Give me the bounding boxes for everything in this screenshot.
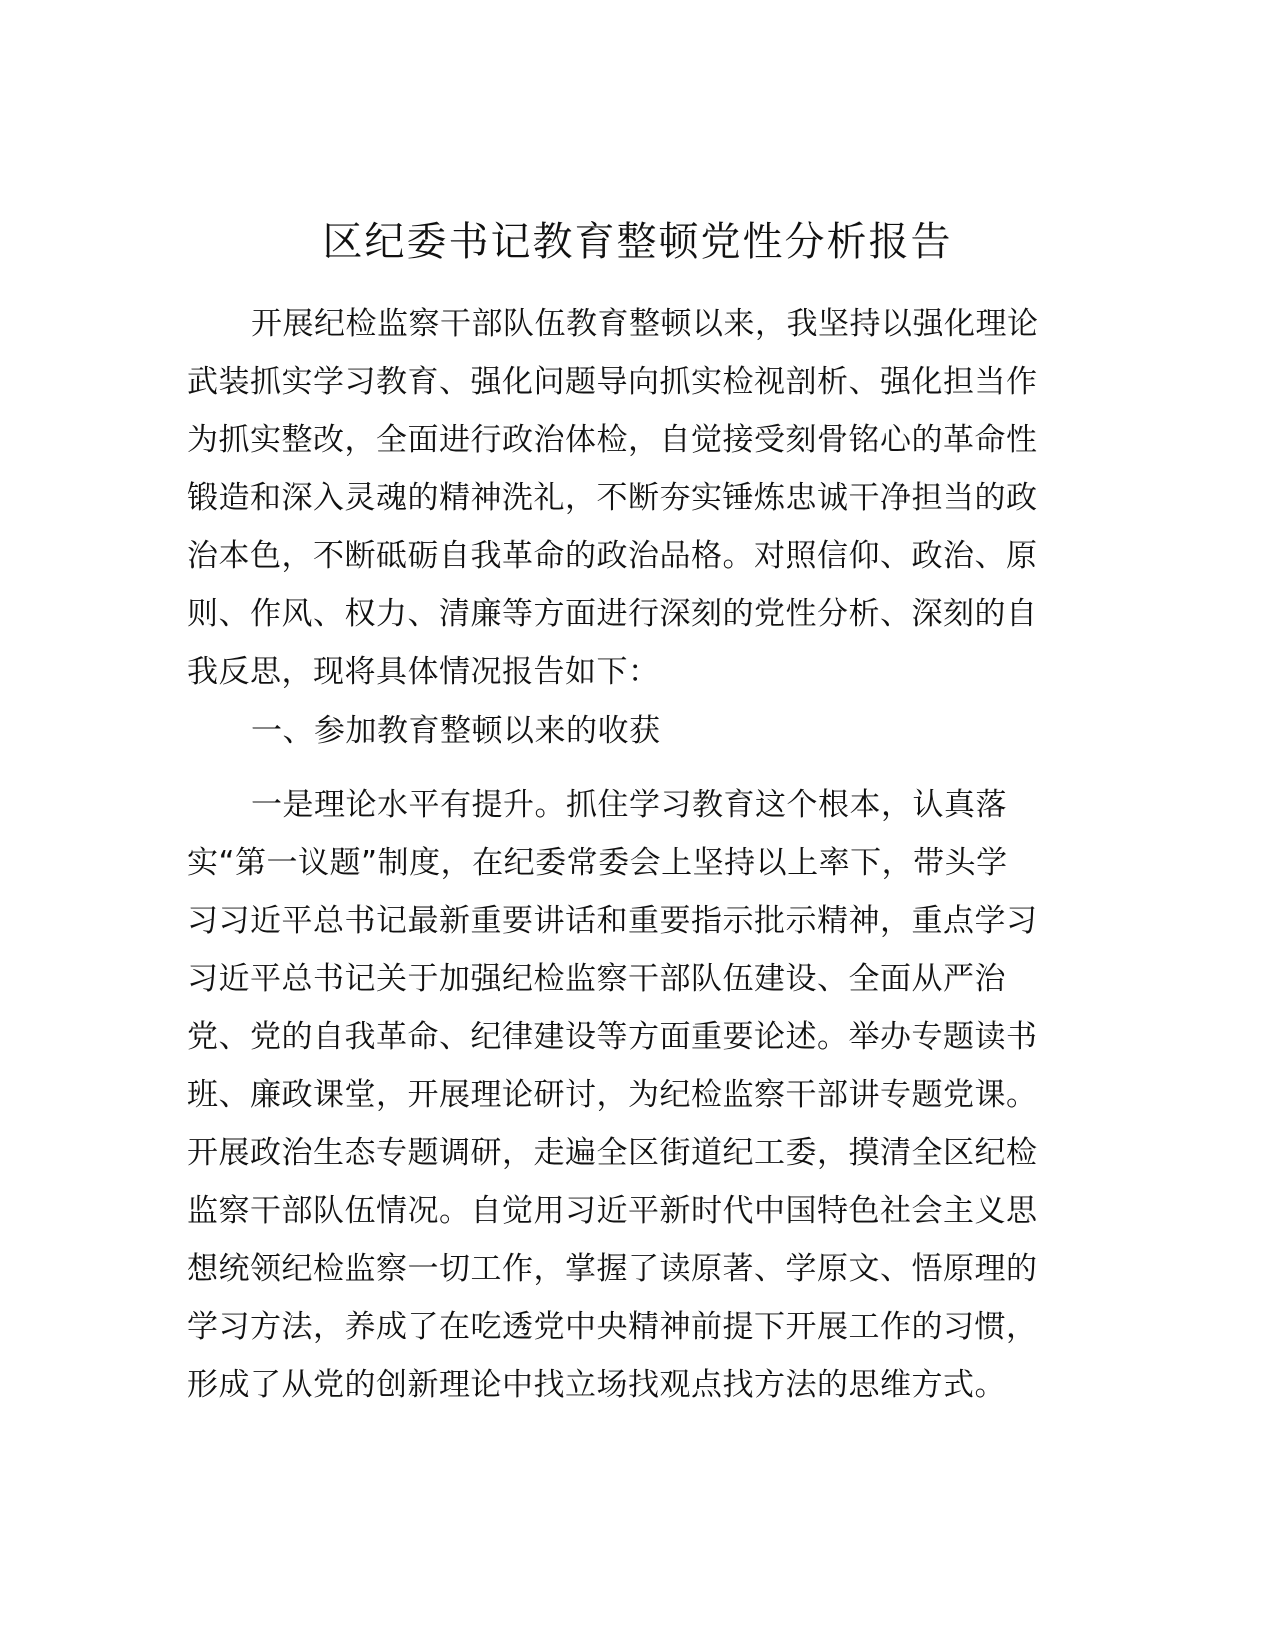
paragraph-line: 学习方法，养成了在吃透党中央精神前提下开展工作的习惯， — [187, 1309, 1038, 1345]
achievement-paragraph — [187, 776, 1087, 1414]
paragraph-line: 锻造和深入灵魂的精神洗礼，不断夯实锤炼忠诚干净担当的政 — [187, 480, 1038, 516]
paragraph-line: 治本色，不断砥砺自我革命的政治品格。对照信仰、政治、原 — [187, 538, 1038, 574]
paragraph-line: 党、党的自我革命、纪律建设等方面重要论述。举办专题读书 — [187, 1019, 1038, 1055]
document-title: 区纪委书记教育整顿党性分析报告 — [322, 219, 953, 265]
paragraph-line: 则、作风、权力、清廉等方面进行深刻的党性分析、深刻的自 — [187, 596, 1038, 632]
intro-paragraph — [187, 295, 1087, 701]
section-heading — [187, 702, 1087, 760]
paragraph-line: 开展纪检监察干部队伍教育整顿以来，我坚持以强化理论 — [251, 306, 1039, 342]
paragraph-line: 我反思，现将具体情况报告如下： — [187, 654, 660, 690]
section-heading-text: 一、参加教育整顿以来的收获 — [251, 713, 661, 749]
paragraph-line: 习习近平总书记最新重要讲话和重要指示批示精神，重点学习 — [187, 903, 1038, 939]
paragraph-line: 监察干部队伍情况。自觉用习近平新时代中国特色社会主义思 — [187, 1193, 1038, 1229]
paragraph-line: 习近平总书记关于加强纪检监察干部队伍建设、全面从严治 — [187, 961, 1006, 997]
paragraph-line: 开展政治生态专题调研，走遍全区街道纪工委，摸清全区纪检 — [187, 1135, 1038, 1171]
paragraph-line: 一是理论水平有提升。抓住学习教育这个根本，认真落 — [251, 787, 1007, 823]
paragraph-line: 班、廉政课堂，开展理论研讨，为纪检监察干部讲专题党课。 — [187, 1077, 1038, 1113]
paragraph-line: 为抓实整改，全面进行政治体检，自觉接受刻骨铭心的革命性 — [187, 422, 1038, 458]
paragraph-line: 形成了从党的创新理论中找立场找观点找方法的思维方式。 — [187, 1367, 1006, 1403]
paragraph-line: 实“第一议题”制度，在纪委常委会上坚持以上率下，带头学 — [187, 845, 1008, 881]
paragraph-line: 想统领纪检监察一切工作，掌握了读原著、学原文、悟原理的 — [187, 1251, 1038, 1287]
paragraph-line: 武装抓实学习教育、强化问题导向抓实检视剖析、强化担当作 — [187, 364, 1038, 400]
